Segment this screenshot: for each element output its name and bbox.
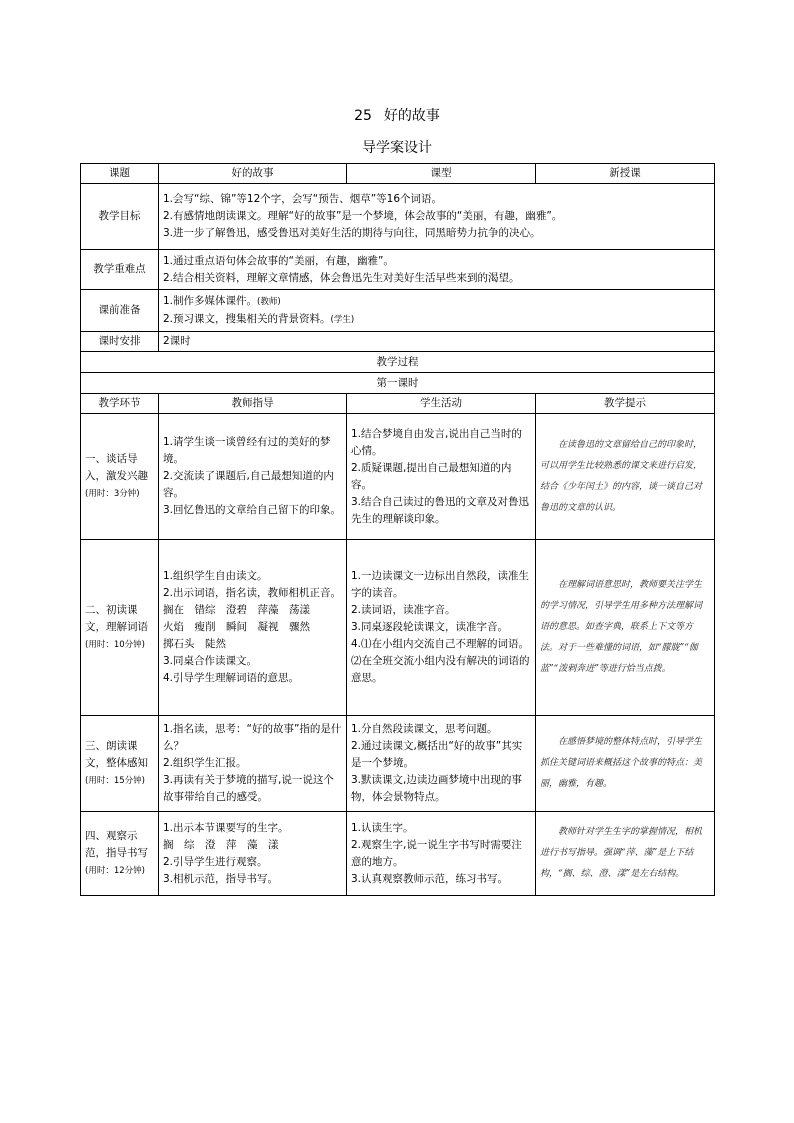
- student-cell: [347, 812, 536, 896]
- hours-value: 2课时: [159, 332, 715, 352]
- tip-cell: 教师针对学生生字的掌握情况，相机进行书写指导。强调“萍、藻”是上下结构，“搁、综、澄、漾”是左右结构。: [536, 812, 715, 896]
- lesson1-heading: 第一课时: [81, 373, 715, 394]
- student-step: 2.观察生字,说一说生字书写时需要注意的地方。: [351, 838, 522, 868]
- teacher-step: 1.指名读，思考：“好的故事”指的是什么？: [163, 723, 342, 752]
- teacher-step: 4.引导学生理解词语的意思。: [163, 672, 300, 684]
- tip-cell: 在感悟梦境的整体特点时，引导学生抓住关键词语来概括这个故事的特点：美丽，幽雅，有趣。: [536, 716, 715, 812]
- process-heading: 教学过程: [81, 352, 715, 373]
- course-header: 课题: [81, 164, 159, 184]
- goal-item: 2.有感情地朗读课文。理解“好的故事”是一个梦境，体会故事的“美丽，有趣，幽雅”。: [163, 210, 563, 222]
- student-step: 2.质疑课题,提出自己最想知道的内容。: [351, 461, 512, 491]
- type-value: 新授课: [536, 164, 715, 184]
- column-header-row: [81, 394, 715, 414]
- prep-item: 2.预习课文，搜集相关的背景资料。(学生): [163, 312, 355, 325]
- student-step: 2.通过读课文,概括出“好的故事”其实是一个梦境。: [351, 740, 523, 769]
- goals-header: 教学目标: [81, 184, 159, 250]
- teacher-step: 3.再读有关于梦境的描写,说一说这个故事带给自己的感受。: [163, 774, 334, 803]
- col-tip: 教学提示: [536, 394, 715, 414]
- goal-item: 1.会写“综、锦”等12个字，会写“预告、烟草”等16个词语。: [163, 193, 442, 205]
- lesson1-row: [81, 373, 715, 394]
- teacher-cell: [159, 540, 347, 716]
- stage-time: (用时：3分钟): [85, 488, 140, 499]
- stage-label: 四、观察示范，指导书写(用时：12分钟): [81, 812, 159, 896]
- student-step: 1.分自然段读课文，思考问题。: [351, 723, 498, 735]
- lesson-plan-table: [80, 163, 715, 896]
- keys-content: [159, 250, 715, 290]
- col-teacher: 教师指导: [159, 394, 347, 414]
- char-line: 搁 综 澄 萍 藻 漾: [163, 838, 279, 851]
- document-title: 导学案设计: [362, 140, 432, 156]
- prep-row: [81, 290, 715, 332]
- student-step: 3.认真观察教师示范，练习书写。: [351, 872, 509, 885]
- process-row: [81, 352, 715, 373]
- student-cell: [347, 414, 536, 540]
- student-step: 3.同桌逐段轮读课文，读准字音。: [351, 621, 509, 633]
- stage-time: (用时：10分钟): [85, 639, 145, 650]
- hours-header: 课时安排: [81, 332, 159, 352]
- goals-row: [81, 184, 715, 250]
- student-step: 2.读词语，读准字音。: [351, 604, 456, 616]
- student-step: 1.结合梦境自由发言,说出自己当时的心情。: [351, 427, 522, 457]
- course-row: [81, 164, 715, 184]
- keys-row: [81, 250, 715, 290]
- vocab-line: 搁在 错综 澄碧 萍藻 荡漾: [163, 604, 310, 616]
- prep-item: 1.制作多媒体课件。(教师): [163, 294, 281, 307]
- student-step: 3.默读课文,边读边画梦境中出现的事物，体会景物特点。: [351, 774, 522, 803]
- teacher-step: 3.相机示范，指导书写。: [163, 872, 279, 885]
- teacher-step: 1.组织学生自由读文。: [163, 570, 268, 582]
- teacher-step: 2.交流读了课题后,自己最想知道的内容。: [163, 470, 334, 499]
- teacher-step: 3.同桌合作读课文。: [163, 655, 258, 667]
- prep-note: (学生): [330, 314, 355, 325]
- stage-row: [81, 812, 715, 896]
- stage-label: 三、朗读课文，整体感知(用时：15分钟): [81, 716, 159, 812]
- stage-row: [81, 716, 715, 812]
- col-stage: 教学环节: [81, 394, 159, 414]
- lesson-title: [0, 106, 794, 126]
- stage-time: (用时：15分钟): [85, 775, 145, 786]
- lesson-number: 25: [354, 108, 372, 124]
- teacher-step: 2.出示词语，指名读，教师相机正音。: [163, 587, 342, 599]
- key-item: 2.结合相关资料，理解文章情感，体会鲁迅先生对美好生活早些来到的渴望。: [163, 271, 520, 284]
- tip-cell: 在读鲁迅的文章留给自己的印象时，可以用学生比较熟悉的课文来进行启发，结合《少年闰土》的内容，谈一谈自己对鲁迅的文章的认识。: [536, 414, 715, 540]
- stage-label: 二、初读课文，理解词语(用时：10分钟): [81, 540, 159, 716]
- stage-row: [81, 540, 715, 716]
- student-cell: [347, 716, 536, 812]
- key-item: 1.通过重点语句体会故事的“美丽，有趣，幽雅”。: [163, 254, 394, 267]
- keys-header: 教学重难点: [81, 250, 159, 290]
- student-step: 3.结合自己读过的鲁迅的文章及对鲁迅先生的理解谈印象。: [351, 495, 530, 525]
- teacher-cell: [159, 414, 347, 540]
- prep-content: [159, 290, 715, 332]
- student-step: ⑵在全班交流小组内没有解决的词语的意思。: [351, 655, 530, 684]
- course-value: 好的故事: [159, 164, 347, 184]
- teacher-step: 3.回忆鲁迅的文章给自己留下的印象。: [163, 504, 342, 516]
- teacher-step: 1.请学生谈一谈曾经有过的美好的梦境。: [163, 436, 331, 465]
- type-header: 课型: [347, 164, 536, 184]
- col-student: 学生活动: [347, 394, 536, 414]
- hours-row: [81, 332, 715, 352]
- student-step: 4.⑴在小组内交流自己不理解的词语。: [351, 638, 530, 650]
- goal-item: 3.进一步了解鲁迅，感受鲁迅对美好生活的期待与向往，同黑暗势力抗争的决心。: [163, 227, 541, 239]
- teacher-step: 2.组织学生汇报。: [163, 757, 247, 769]
- prep-header: 课前准备: [81, 290, 159, 332]
- vocab-line: 火焰 瘦削 瞬间 凝视 骤然: [163, 621, 310, 633]
- prep-note: (教师): [257, 296, 281, 307]
- vocab-line: 掷石头 陡然: [163, 638, 226, 650]
- tip-cell: 在理解词语意思时，教师要关注学生的学习情况，引导学生用多种方法理解词语的意思。如查字典，联系上下文等方法。对于一些难懂的词语，如“朦胧”“伽蓝”“泼剌奔迸”等进行恰当点拨。: [536, 540, 715, 716]
- student-step: 1.认读生字。: [351, 821, 414, 834]
- teacher-cell: [159, 716, 347, 812]
- teacher-cell: [159, 812, 347, 896]
- goals-content: [159, 184, 715, 250]
- student-cell: [347, 540, 536, 716]
- teacher-step: 1.出示本节课要写的生字。: [163, 821, 289, 834]
- lesson-name: 好的故事: [383, 108, 440, 124]
- teacher-step: 2.引导学生进行观察。: [163, 855, 268, 868]
- stage-label: 一、谈话导入，激发兴趣(用时：3分钟): [81, 414, 159, 540]
- student-step: 1.一边读课文一边标出自然段，读准生字的读音。: [351, 570, 530, 599]
- stage-row: [81, 414, 715, 540]
- stage-time: (用时：12分钟): [85, 865, 145, 876]
